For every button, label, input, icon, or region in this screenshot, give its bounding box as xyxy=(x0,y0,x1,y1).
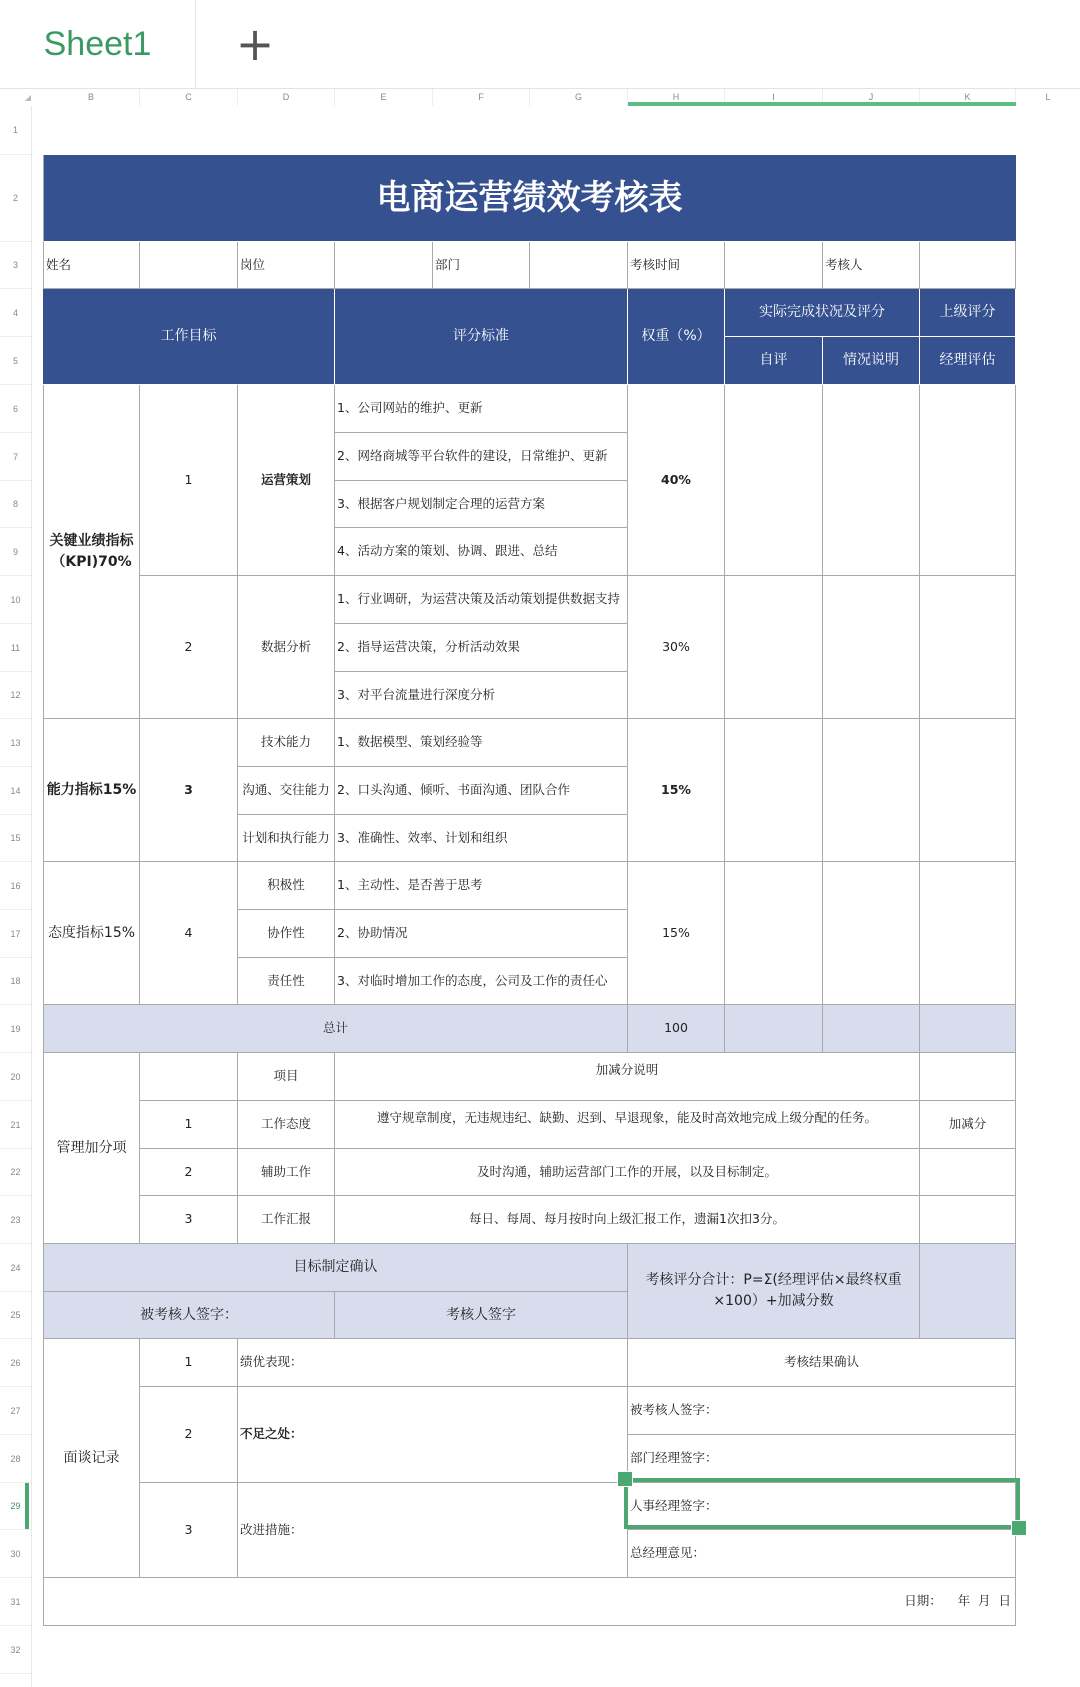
row-header[interactable]: 18 xyxy=(0,958,31,1005)
bonus-label[interactable]: 管理加分项 xyxy=(43,1053,140,1244)
row-header[interactable]: 28 xyxy=(0,1435,31,1483)
row-header[interactable]: 4 xyxy=(0,289,31,337)
attitude-manager-cell[interactable] xyxy=(920,862,1016,1005)
attitude-name-2[interactable]: 协作性 xyxy=(238,910,335,958)
post-value-cell[interactable] xyxy=(335,242,433,289)
selection-handle-bottom-right[interactable] xyxy=(1011,1520,1027,1536)
column-header-j[interactable]: J xyxy=(823,89,920,106)
sign-reviewee[interactable]: 被考核人签字： xyxy=(628,1387,1016,1435)
row-header[interactable]: 3 xyxy=(0,242,31,289)
header-manager[interactable]: 经理评估 xyxy=(920,337,1016,385)
header-explain[interactable]: 情况说明 xyxy=(823,337,920,385)
score-total-cell[interactable] xyxy=(920,1244,1016,1339)
bonus-side-label[interactable]: 加减分 xyxy=(920,1101,1016,1149)
kpi-g1-self-cell[interactable] xyxy=(725,385,823,576)
select-all-corner[interactable]: ◢ xyxy=(24,93,31,102)
ability-label[interactable]: 能力指标15% xyxy=(43,719,140,862)
sign-dept-manager[interactable]: 部门经理签字： xyxy=(628,1435,1016,1483)
bonus-desc-header[interactable]: 加减分说明 xyxy=(335,1053,920,1101)
row-header[interactable]: 21 xyxy=(0,1101,31,1149)
attitude-item-2[interactable]: 2、协助情况 xyxy=(335,910,628,958)
kpi-label[interactable]: 关键业绩指标（KPI)70% xyxy=(43,385,140,719)
kpi-g1-manager-cell[interactable] xyxy=(920,385,1016,576)
interview-label[interactable]: 面谈记录 xyxy=(43,1339,140,1578)
result-confirm-header[interactable]: 考核结果确认 xyxy=(628,1339,1016,1387)
row-header[interactable]: 7 xyxy=(0,433,31,481)
bonus-row-2-name[interactable]: 辅助工作 xyxy=(238,1149,335,1196)
header-superior[interactable]: 上级评分 xyxy=(920,289,1016,337)
reviewee-sign[interactable]: 被考核人签字： xyxy=(43,1292,335,1339)
attitude-name-1[interactable]: 积极性 xyxy=(238,862,335,910)
row-header[interactable]: 17 xyxy=(0,910,31,958)
kpi-g2-manager-cell[interactable] xyxy=(920,576,1016,719)
row-header[interactable]: 24 xyxy=(0,1244,31,1292)
total-explain-cell[interactable] xyxy=(823,1005,920,1053)
name-value-cell[interactable] xyxy=(140,242,238,289)
interview-row-1-number[interactable]: 1 xyxy=(140,1339,238,1387)
ability-number[interactable]: 3 xyxy=(140,719,238,862)
time-value-cell[interactable] xyxy=(725,242,823,289)
bonus-row-3-score-cell[interactable] xyxy=(920,1196,1016,1244)
total-manager-cell[interactable] xyxy=(920,1005,1016,1053)
bonus-item-header[interactable]: 项目 xyxy=(238,1053,335,1101)
attitude-name-3[interactable]: 责任性 xyxy=(238,958,335,1005)
row-header[interactable]: 8 xyxy=(0,481,31,528)
kpi-g1-weight[interactable]: 40% xyxy=(628,385,725,576)
kpi-g1-item-3[interactable]: 3、根据客户规划制定合理的运营方案 xyxy=(335,481,628,528)
row-header[interactable]: 32 xyxy=(0,1626,31,1674)
row-header[interactable]: 10 xyxy=(0,576,31,624)
column-header-e[interactable]: E xyxy=(335,89,433,106)
attitude-explain-cell[interactable] xyxy=(823,862,920,1005)
ability-manager-cell[interactable] xyxy=(920,719,1016,862)
interview-row-2-number[interactable]: 2 xyxy=(140,1387,238,1483)
bonus-blank-cell[interactable] xyxy=(140,1053,238,1101)
score-formula[interactable]: 考核评分合计：P=Σ(经理评估×最终权重×100）+加减分数 xyxy=(628,1244,920,1339)
cell-selection-box xyxy=(624,1478,1020,1529)
row-header[interactable]: 13 xyxy=(0,719,31,767)
column-header-b[interactable]: B xyxy=(43,89,140,106)
interview-row-3-text[interactable]: 改进措施： xyxy=(238,1483,628,1578)
kpi-g2-item-2[interactable]: 2、指导运营决策，分析活动效果 xyxy=(335,624,628,672)
kpi-g1-item-2[interactable]: 2、网络商城等平台软件的建设，日常维护、更新 xyxy=(335,433,628,481)
post-label[interactable]: 岗位 xyxy=(238,242,335,289)
interview-row-2-text[interactable]: 不足之处： xyxy=(238,1387,628,1483)
header-goal[interactable]: 工作目标 xyxy=(43,289,335,385)
kpi-g1-name[interactable]: 运营策划 xyxy=(238,385,335,576)
row-header[interactable]: 5 xyxy=(0,337,31,385)
ability-name-2[interactable]: 沟通、交往能力 xyxy=(238,767,335,815)
confirm-label[interactable]: 目标制定确认 xyxy=(43,1244,628,1292)
column-header-l[interactable]: L xyxy=(1045,92,1051,102)
bonus-row-2-score-cell[interactable] xyxy=(920,1149,1016,1196)
row-header[interactable]: 2 xyxy=(0,155,31,242)
header-weight[interactable]: 权重（%） xyxy=(628,289,725,385)
column-selection-indicator xyxy=(628,102,1016,106)
attitude-label[interactable]: 态度指标15% xyxy=(43,862,140,1005)
sheet-tab-bar xyxy=(0,0,1080,88)
row-header[interactable]: 27 xyxy=(0,1387,31,1435)
header-criteria[interactable]: 评分标准 xyxy=(335,289,628,385)
add-sheet-button[interactable]: + xyxy=(235,17,275,71)
bonus-row-2-number[interactable]: 2 xyxy=(140,1149,238,1196)
row-header[interactable]: 14 xyxy=(0,767,31,815)
ability-item-2[interactable]: 2、口头沟通、倾听、书面沟通、团队合作 xyxy=(335,767,628,815)
row-header[interactable]: 11 xyxy=(0,624,31,672)
sign-general-manager[interactable]: 总经理意见： xyxy=(628,1530,1016,1578)
row-header[interactable]: 6 xyxy=(0,385,31,433)
sign-hr-manager[interactable]: 人事经理签字： xyxy=(628,1483,1016,1530)
bonus-row-1-desc[interactable]: 遵守规章制度，无违规违纪、缺勤、迟到、早退现象，能及时高效地完成上级分配的任务。 xyxy=(335,1101,920,1149)
column-header-g[interactable]: G xyxy=(530,89,628,106)
ability-weight[interactable]: 15% xyxy=(628,719,725,862)
date-cell[interactable]: 日期： 年 月 日 xyxy=(43,1578,1016,1626)
ability-name-3[interactable]: 计划和执行能力 xyxy=(238,815,335,862)
total-self-cell[interactable] xyxy=(725,1005,823,1053)
row-header[interactable]: 19 xyxy=(0,1005,31,1053)
ability-item-1[interactable]: 1、数据模型、策划经验等 xyxy=(335,719,628,767)
bonus-side-blank-cell[interactable] xyxy=(920,1053,1016,1101)
column-header-d[interactable]: D xyxy=(238,89,335,106)
row-header[interactable]: 26 xyxy=(0,1339,31,1387)
bonus-row-2-desc[interactable]: 及时沟通，辅助运营部门工作的开展，以及目标制定。 xyxy=(335,1149,920,1196)
kpi-g2-name[interactable]: 数据分析 xyxy=(238,576,335,719)
kpi-g1-item-4[interactable]: 4、活动方案的策划、协调、跟进、总结 xyxy=(335,528,628,576)
selection-handle-top-left[interactable] xyxy=(617,1471,633,1487)
reviewer-sign[interactable]: 考核人签字 xyxy=(335,1292,628,1339)
ability-explain-cell[interactable] xyxy=(823,719,920,862)
kpi-g2-item-3[interactable]: 3、对平台流量进行深度分析 xyxy=(335,672,628,719)
row-header[interactable]: 9 xyxy=(0,528,31,576)
dept-value-cell[interactable] xyxy=(530,242,628,289)
column-header-f[interactable]: F xyxy=(433,89,530,106)
kpi-g1-number[interactable]: 1 xyxy=(140,385,238,576)
attitude-item-3[interactable]: 3、对临时增加工作的态度，公司及工作的责任心 xyxy=(335,958,628,1005)
ability-name-1[interactable]: 技术能力 xyxy=(238,719,335,767)
dept-label[interactable]: 部门 xyxy=(433,242,530,289)
attitude-number[interactable]: 4 xyxy=(140,862,238,1005)
row-header[interactable]: 20 xyxy=(0,1053,31,1101)
reviewer-value-cell[interactable] xyxy=(920,242,1016,289)
row-header[interactable]: 1 xyxy=(0,106,31,155)
kpi-g2-weight[interactable]: 30% xyxy=(628,576,725,719)
column-header-k[interactable]: K xyxy=(920,89,1016,106)
row-selection-indicator xyxy=(25,1483,29,1529)
bonus-row-1-number[interactable]: 1 xyxy=(140,1101,238,1149)
kpi-g2-explain-cell[interactable] xyxy=(823,576,920,719)
bonus-row-3-desc[interactable]: 每日、每周、每月按时向上级汇报工作，遗漏1次扣3分。 xyxy=(335,1196,920,1244)
bonus-row-1-name[interactable]: 工作态度 xyxy=(238,1101,335,1149)
total-value[interactable]: 100 xyxy=(628,1005,725,1053)
kpi-g2-self-cell[interactable] xyxy=(725,576,823,719)
interview-row-1-text[interactable]: 绩优表现： xyxy=(238,1339,628,1387)
kpi-g1-explain-cell[interactable] xyxy=(823,385,920,576)
row-header[interactable]: 30 xyxy=(0,1530,31,1578)
time-label[interactable]: 考核时间 xyxy=(628,242,725,289)
column-header-c[interactable]: C xyxy=(140,89,238,106)
column-header-i[interactable]: I xyxy=(725,89,823,106)
name-label[interactable]: 姓名 xyxy=(43,242,140,289)
kpi-g1-item-1[interactable]: 1、公司网站的维护、更新 xyxy=(335,385,628,433)
kpi-g2-number[interactable]: 2 xyxy=(140,576,238,719)
kpi-g2-item-1[interactable]: 1、行业调研，为运营决策及活动策划提供数据支持 xyxy=(335,576,628,624)
sheet-tab-sheet1[interactable]: Sheet1 xyxy=(0,0,196,88)
reviewer-label[interactable]: 考核人 xyxy=(823,242,920,289)
attitude-self-cell[interactable] xyxy=(725,862,823,1005)
row-header[interactable]: 16 xyxy=(0,862,31,910)
column-header-h[interactable]: H xyxy=(628,89,725,106)
ability-self-cell[interactable] xyxy=(725,719,823,862)
row-header[interactable]: 15 xyxy=(0,815,31,862)
ability-item-3[interactable]: 3、准确性、效率、计划和组织 xyxy=(335,815,628,862)
sheet-title[interactable]: 电商运营绩效考核表 xyxy=(43,155,1016,242)
row-header[interactable]: 23 xyxy=(0,1196,31,1244)
row-header-divider xyxy=(31,106,32,1687)
header-self[interactable]: 自评 xyxy=(725,337,823,385)
bonus-row-3-number[interactable]: 3 xyxy=(140,1196,238,1244)
row-header[interactable]: 31 xyxy=(0,1578,31,1626)
total-label[interactable]: 总计 xyxy=(43,1005,628,1053)
bonus-row-3-name[interactable]: 工作汇报 xyxy=(238,1196,335,1244)
interview-row-3-number[interactable]: 3 xyxy=(140,1483,238,1578)
row-header[interactable]: 22 xyxy=(0,1149,31,1196)
attitude-item-1[interactable]: 1、主动性、是否善于思考 xyxy=(335,862,628,910)
row-header[interactable]: 25 xyxy=(0,1292,31,1339)
row-header-selected[interactable]: 29 xyxy=(0,1483,31,1530)
row-header[interactable]: 12 xyxy=(0,672,31,719)
header-actual[interactable]: 实际完成状况及评分 xyxy=(725,289,920,337)
attitude-weight[interactable]: 15% xyxy=(628,862,725,1005)
